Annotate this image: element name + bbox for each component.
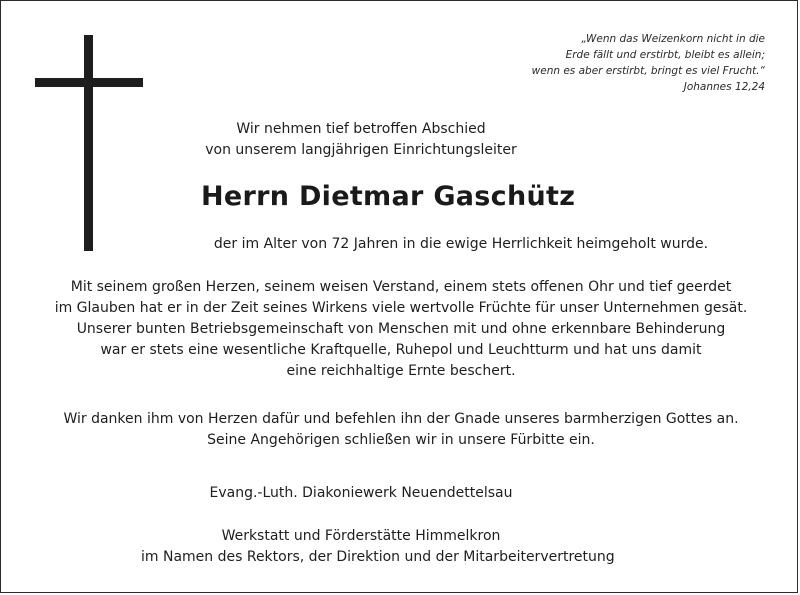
- age-line: der im Alter von 72 Jahren in die ewige Herrlichkeit heimgeholt wurde.: [213, 236, 709, 252]
- workshop-signature: [141, 526, 615, 568]
- thanks-line: Seine Angehörigen schließen wir in unsere Fürbitte ein.: [207, 432, 595, 448]
- bible-quote: [465, 31, 765, 95]
- signature-line: Werkstatt und Förderstätte Himmelkron: [221, 528, 501, 544]
- quote-line: „Wenn das Weizenkorn nicht in die: [581, 33, 765, 45]
- tribute-line: war er stets eine wesentliche Kraftquelle, Ruhepol und Leuchtturm und hat uns damit: [100, 342, 702, 358]
- tribute-line: im Glauben hat er in der Zeit seines Wirkens viele wertvolle Früchte für unser Unternehmen gesät.: [54, 300, 748, 316]
- intro-line: Wir nehmen tief betroffen Abschied: [236, 121, 486, 137]
- quote-line: wenn es aber erstirbt, bringt es viel Frucht.“: [531, 65, 765, 77]
- intro-text: [201, 119, 521, 161]
- intro-line: von unserem langjährigen Einrichtungsleiter: [205, 142, 517, 158]
- cross-horizontal-beam: [35, 78, 143, 87]
- deceased-name: Herrn Dietmar Gaschütz: [201, 181, 576, 212]
- cross-vertical-beam: [84, 35, 93, 251]
- tribute-line: eine reichhaltige Ernte beschert.: [286, 363, 516, 379]
- quote-line: Erde fällt und erstirbt, bleibt es allein;: [565, 49, 765, 61]
- tribute-line: Mit seinem großen Herzen, seinem weisen Verstand, einem stets offenen Ohr und tief geerdet: [70, 279, 732, 295]
- thanks-paragraph: [21, 409, 781, 451]
- thanks-line: Wir danken ihm von Herzen dafür und befehlen ihn der Gnade unseres barmherzigen Gottes an.: [63, 411, 739, 427]
- signature-line: im Namen des Rektors, der Direktion und der Mitarbeitervertretung: [141, 549, 615, 565]
- organization-signature: Evang.-Luth. Diakoniewerk Neuendettelsau: [209, 485, 513, 501]
- quote-reference: Johannes 12,24: [683, 81, 765, 93]
- tribute-line: Unserer bunten Betriebsgemeinschaft von Menschen mit und ohne erkennbare Behinderung: [76, 321, 726, 337]
- cross-symbol: [35, 35, 143, 251]
- tribute-paragraph: [21, 277, 781, 382]
